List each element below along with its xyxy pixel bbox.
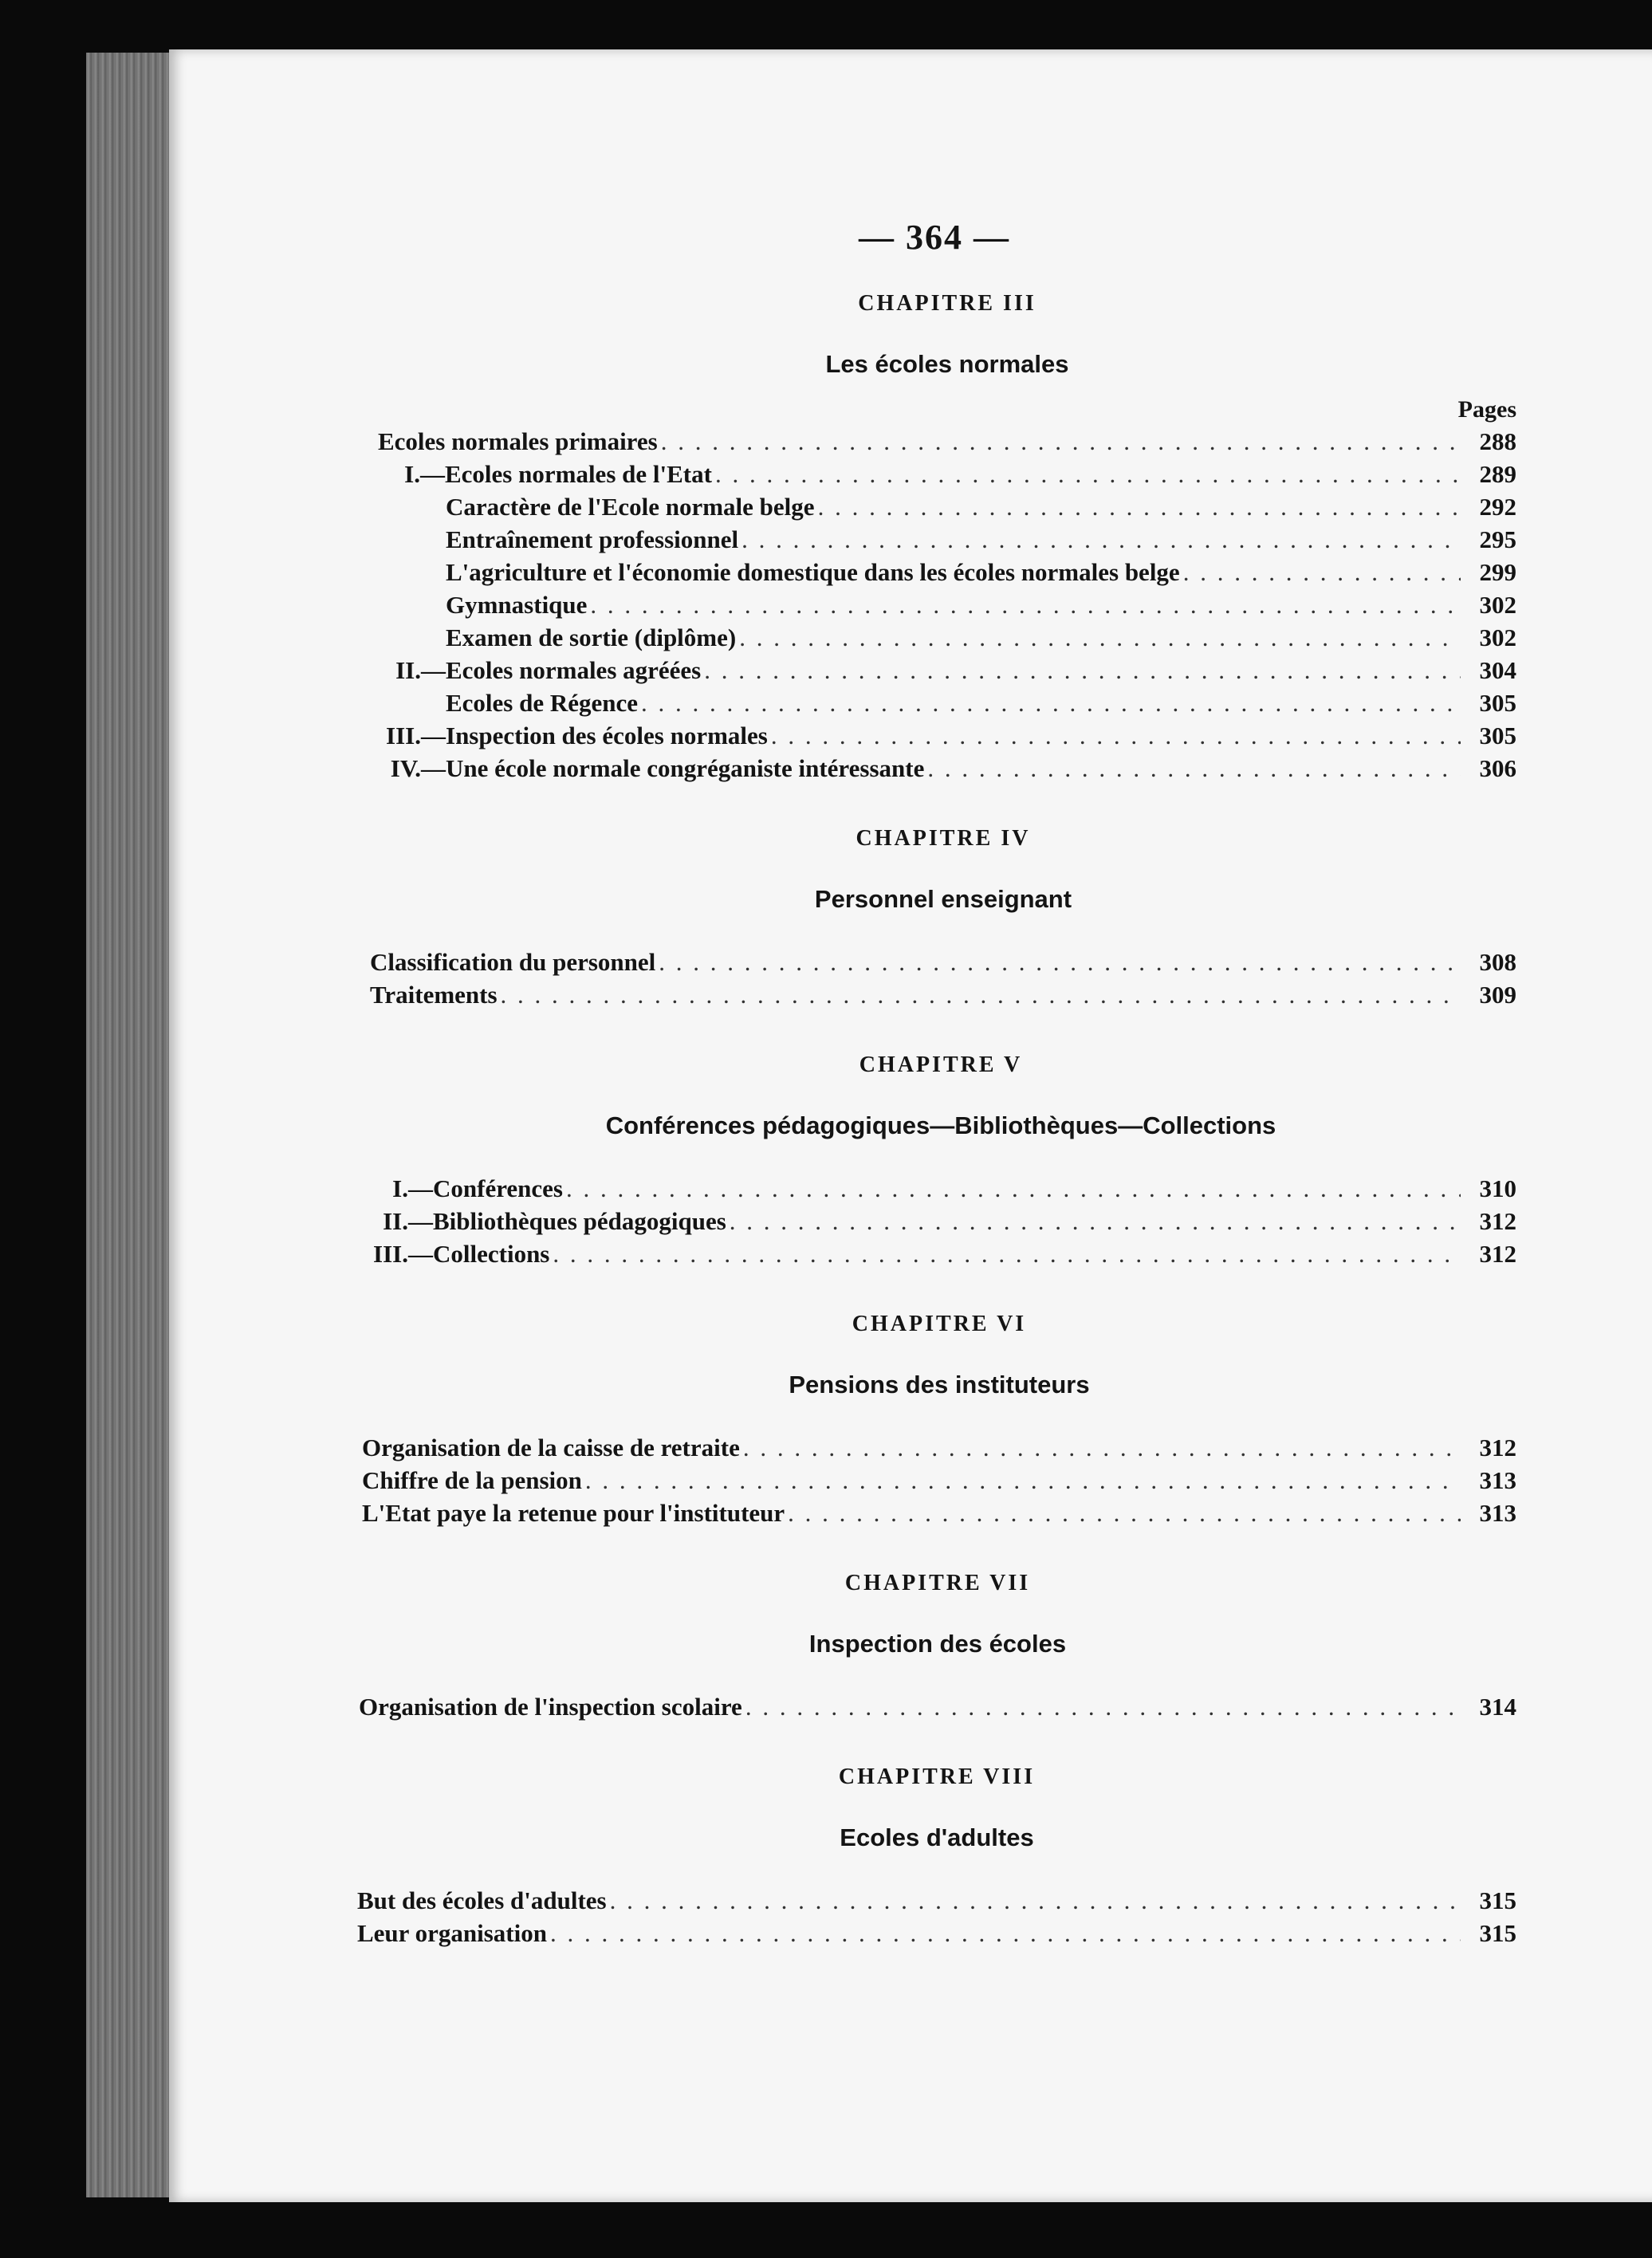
toc-entry-page: 308: [1479, 948, 1516, 976]
toc-entry-text: Entraînement professionnel: [446, 525, 739, 553]
toc-entry: [357, 1884, 1516, 1917]
dot-leader: [553, 1237, 1461, 1270]
toc-entry: [378, 458, 1516, 490]
book-spine: [86, 53, 174, 2197]
pages-column-header: Pages: [1457, 396, 1516, 423]
dot-leader: [788, 1497, 1461, 1529]
dot-leader: [745, 1690, 1461, 1723]
toc-entry-text: Ecoles normales agréées: [446, 656, 702, 684]
dot-leader: [1183, 556, 1461, 588]
toc-entry: [362, 1464, 1516, 1497]
toc-entry-page: 312: [1479, 1434, 1516, 1461]
toc-entry-text: L'Etat paye la retenue pour l'instituteur: [362, 1499, 785, 1527]
chapter-label: CHAPITRE VII: [844, 1571, 1031, 1595]
dot-leader: [715, 458, 1461, 490]
toc-entry-page: 302: [1479, 624, 1516, 651]
toc-entry-text: Ecoles normales primaires: [378, 427, 658, 455]
dot-leader: [741, 523, 1461, 556]
chapter-label: CHAPITRE IV: [856, 826, 1031, 851]
toc-entry: [362, 1497, 1516, 1529]
dot-leader: [730, 1205, 1461, 1237]
toc-entry-text: Leur organisation: [357, 1919, 547, 1947]
chapter-title: Inspection des écoles: [808, 1630, 1067, 1658]
toc-entry: [378, 490, 1516, 523]
chapter-3: [378, 291, 1516, 785]
toc-entry: [378, 588, 1516, 621]
chapter-title: Conférences pédagogiques—Bibliothèques—Collections: [605, 1111, 1276, 1139]
toc-entry: [378, 425, 1516, 458]
toc-entry-page: 315: [1479, 1886, 1516, 1914]
page-number: — 364 —: [859, 218, 1010, 257]
chapter-5: [365, 1052, 1516, 1270]
chapter-title: Personnel enseignant: [814, 885, 1072, 913]
toc-entry-page: 313: [1479, 1466, 1516, 1494]
chapter-label: CHAPITRE III: [858, 291, 1036, 316]
dot-leader: [661, 425, 1461, 458]
toc-entry-number: I.—: [392, 1174, 433, 1202]
toc-entry-text: Gymnastique: [446, 591, 588, 619]
toc-entry-page: 292: [1479, 493, 1516, 521]
toc-entry: [365, 1205, 1516, 1237]
toc-entry-number: I.—: [404, 460, 445, 488]
toc-entry: [378, 686, 1516, 719]
toc-entry-text: Caractère de l'Ecole normale belge: [446, 493, 815, 521]
chapter-label: CHAPITRE V: [859, 1052, 1023, 1077]
toc-entry-number: II.—: [395, 656, 446, 684]
toc-entry: [370, 978, 1516, 1011]
toc-entry-text: Collections: [433, 1240, 550, 1268]
scanned-page: [169, 49, 1652, 2202]
toc-entry: [359, 1690, 1516, 1723]
toc-entry-text: Bibliothèques pédagogiques: [433, 1207, 726, 1235]
toc-entry-page: 288: [1479, 427, 1516, 455]
toc-entry-page: 312: [1479, 1240, 1516, 1268]
dot-leader: [771, 719, 1461, 752]
toc-entry-text: Organisation de l'inspection scolaire: [359, 1693, 742, 1721]
dot-leader: [585, 1464, 1461, 1497]
toc-entry: [365, 1172, 1516, 1205]
chapter-title: Les écoles normales: [825, 350, 1069, 378]
toc-entry-page: 305: [1479, 722, 1516, 749]
toc-entry-page: 302: [1479, 591, 1516, 619]
toc-entry-page: 315: [1479, 1919, 1516, 1947]
dot-leader: [501, 978, 1461, 1011]
dot-leader: [659, 946, 1461, 978]
toc-entry: [357, 1917, 1516, 1949]
toc-entry-text: Traitements: [370, 981, 498, 1009]
toc-entry-page: 309: [1479, 981, 1516, 1009]
dot-leader: [566, 1172, 1461, 1205]
toc-entry-page: 289: [1479, 460, 1516, 488]
toc-entry-page: 306: [1479, 754, 1516, 782]
dot-leader: [739, 621, 1461, 654]
toc-entry-number: IV.—: [390, 754, 446, 782]
toc-entry: [378, 556, 1516, 588]
toc-entry-text: Classification du personnel: [370, 948, 656, 976]
dot-leader: [641, 686, 1461, 719]
toc-entry-page: 314: [1479, 1693, 1516, 1721]
table-of-contents: [352, 217, 1516, 1991]
chapter-title: Ecoles d'adultes: [840, 1823, 1034, 1851]
toc-entry-page: 295: [1479, 525, 1516, 553]
dot-leader: [818, 490, 1461, 523]
toc-entry-text: But des écoles d'adultes: [357, 1886, 607, 1914]
dot-leader: [610, 1884, 1461, 1917]
toc-entry-text: Conférences: [433, 1174, 563, 1202]
toc-entry-page: 313: [1479, 1499, 1516, 1527]
chapter-4: [370, 826, 1516, 1011]
toc-entry-page: 312: [1479, 1207, 1516, 1235]
toc-entry: [362, 1431, 1516, 1464]
toc-entry-text: Organisation de la caisse de retraite: [362, 1434, 740, 1461]
dot-leader: [550, 1917, 1461, 1949]
toc-entry-page: 310: [1479, 1174, 1516, 1202]
toc-entry: [370, 946, 1516, 978]
toc-entry-text: Ecoles normales de l'Etat: [445, 460, 712, 488]
toc-entry-number: III.—: [386, 722, 446, 749]
toc-entry-page: 305: [1479, 689, 1516, 717]
chapter-6: [362, 1312, 1516, 1529]
chapter-title: Pensions des instituteurs: [789, 1371, 1090, 1398]
toc-entry-number: II.—: [383, 1207, 433, 1235]
chapter-label: CHAPITRE VI: [852, 1312, 1027, 1336]
toc-entry-text: Examen de sortie (diplôme): [446, 624, 737, 651]
toc-entry-text: L'agriculture et l'économie domestique dans les écoles normales belge: [446, 558, 1180, 586]
toc-entry-text: Ecoles de Régence: [446, 689, 639, 717]
toc-entry: [378, 752, 1516, 785]
toc-entry: [365, 1237, 1516, 1270]
toc-entry-page: 304: [1479, 656, 1516, 684]
dot-leader: [590, 588, 1461, 621]
toc-entry-text: Chiffre de la pension: [362, 1466, 582, 1494]
toc-entry-text: Une école normale congréganiste intéressante: [446, 754, 925, 782]
toc-entry-page: 299: [1479, 558, 1516, 586]
toc-entry-text: Inspection des écoles normales: [446, 722, 768, 749]
dot-leader: [927, 752, 1461, 785]
chapter-8: [357, 1764, 1516, 1949]
toc-entry: [378, 654, 1516, 686]
toc-entry: [378, 719, 1516, 752]
toc-entry: [378, 621, 1516, 654]
chapter-label: CHAPITRE VIII: [838, 1764, 1036, 1789]
dot-leader: [704, 654, 1461, 686]
dot-leader: [743, 1431, 1461, 1464]
toc-entry: [378, 523, 1516, 556]
chapter-7: [359, 1571, 1516, 1723]
toc-entry-number: III.—: [373, 1240, 433, 1268]
